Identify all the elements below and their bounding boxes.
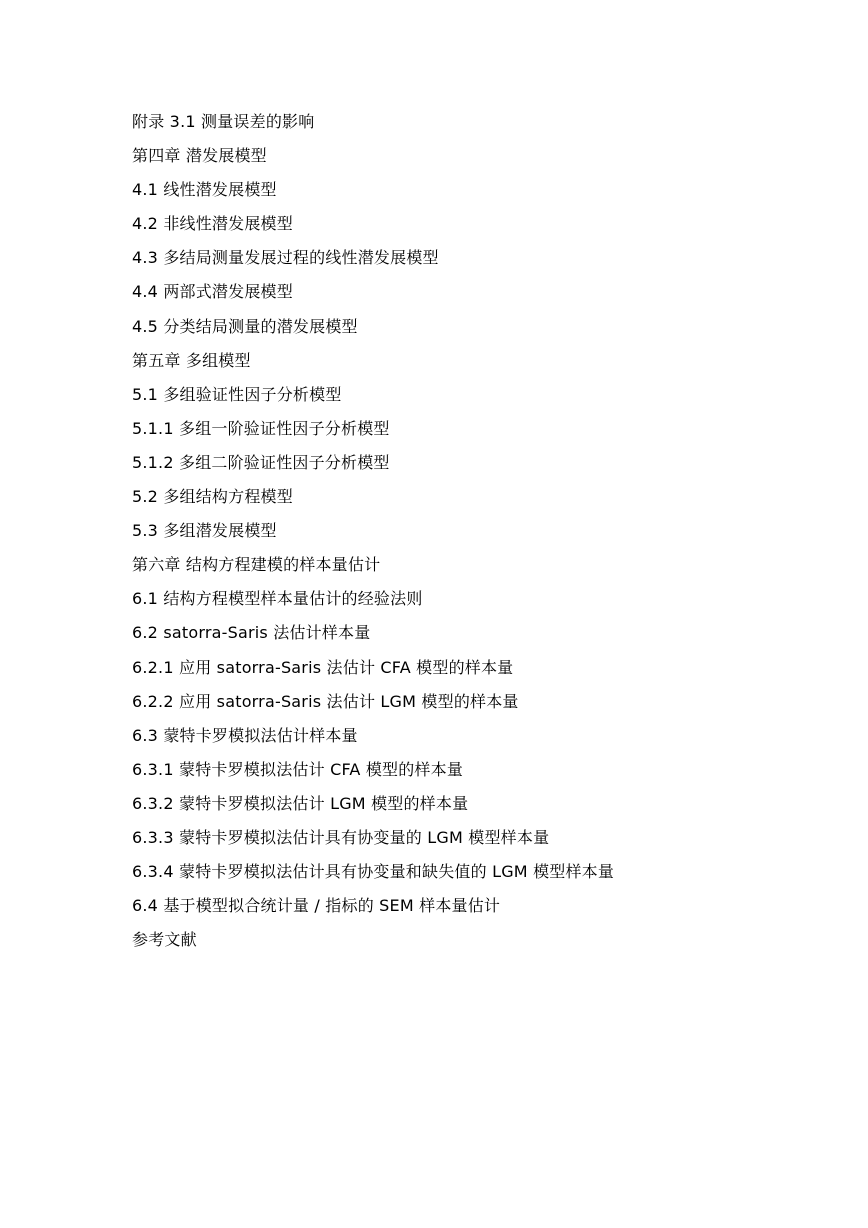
toc-entry-chapter-4: 第四章 潜发展模型 — [132, 146, 267, 166]
toc-entry-6-3-2: 6.3.2 蒙特卡罗模拟法估计 LGM 模型的样本量 — [132, 793, 469, 813]
toc-entry-5-1: 5.1 多组验证性因子分析模型 — [132, 384, 342, 404]
toc-entry-6-4: 6.4 基于模型拟合统计量 / 指标的 SEM 样本量估计 — [132, 896, 501, 916]
toc-entry-6-2-1: 6.2.1 应用 satorra-Saris 法估计 CFA 模型的样本量 — [132, 657, 514, 677]
toc-entry-references: 参考文献 — [132, 930, 197, 950]
toc-entry-5-3: 5.3 多组潜发展模型 — [132, 521, 277, 541]
toc-entry-6-3-1: 6.3.1 蒙特卡罗模拟法估计 CFA 模型的样本量 — [132, 759, 464, 779]
table-of-contents — [132, 108, 832, 960]
toc-entry-4-3: 4.3 多结局测量发展过程的线性潜发展模型 — [132, 248, 439, 268]
toc-entry-6-2-2: 6.2.2 应用 satorra-Saris 法估计 LGM 模型的样本量 — [132, 691, 519, 711]
toc-entry-5-2: 5.2 多组结构方程模型 — [132, 487, 293, 507]
toc-entry-chapter-6: 第六章 结构方程建模的样本量估计 — [132, 555, 381, 575]
toc-entry-6-3: 6.3 蒙特卡罗模拟法估计样本量 — [132, 725, 358, 745]
toc-entry-6-1: 6.1 结构方程模型样本量估计的经验法则 — [132, 589, 423, 609]
toc-entry-6-3-3: 6.3.3 蒙特卡罗模拟法估计具有协变量的 LGM 模型样本量 — [132, 827, 550, 847]
toc-entry-6-3-4: 6.3.4 蒙特卡罗模拟法估计具有协变量和缺失值的 LGM 模型样本量 — [132, 862, 615, 882]
toc-entry-appendix-3-1: 附录 3.1 测量误差的影响 — [132, 112, 315, 131]
toc-entry-5-1-1: 5.1.1 多组一阶验证性因子分析模型 — [132, 418, 390, 438]
toc-entry-5-1-2: 5.1.2 多组二阶验证性因子分析模型 — [132, 452, 390, 472]
toc-entry-4-5: 4.5 分类结局测量的潜发展模型 — [132, 316, 358, 336]
toc-entry-4-1: 4.1 线性潜发展模型 — [132, 180, 277, 200]
toc-entry-4-2: 4.2 非线性潜发展模型 — [132, 214, 293, 234]
toc-entry-6-2: 6.2 satorra-Saris 法估计样本量 — [132, 623, 371, 643]
toc-entry-chapter-5: 第五章 多组模型 — [132, 350, 251, 370]
toc-entry-4-4: 4.4 两部式潜发展模型 — [132, 282, 293, 302]
